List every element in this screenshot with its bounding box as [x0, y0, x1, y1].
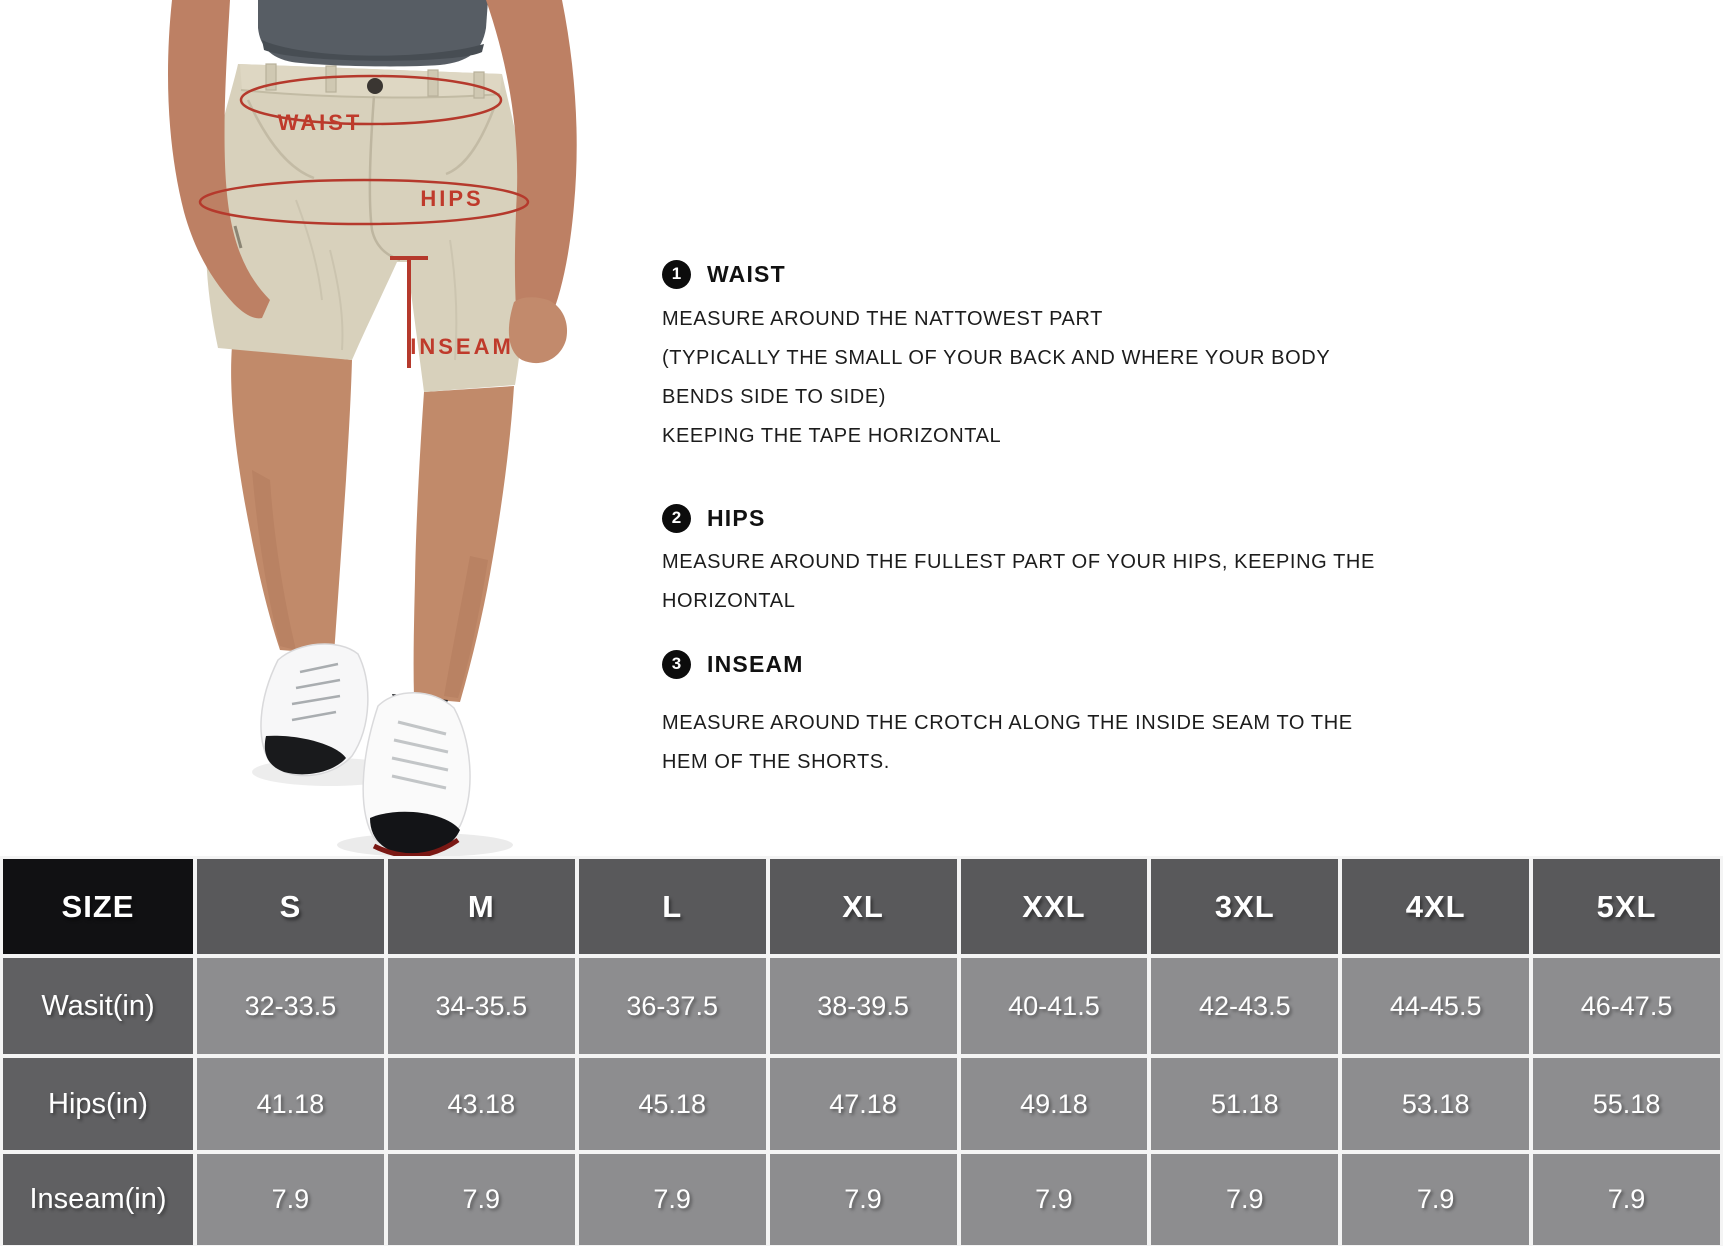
hips-cell: 41.18: [197, 1058, 384, 1150]
section-heading: [662, 259, 1330, 289]
waist-cell: 42-43.5: [1151, 958, 1338, 1054]
waist-cell: 38-39.5: [770, 958, 957, 1054]
instruction-line: MEASURE AROUND THE FULLEST PART OF YOUR HIPS, KEEPING THE: [662, 551, 1375, 573]
instruction-section-inseam: [662, 649, 1353, 782]
waist-cell: 40-41.5: [961, 958, 1148, 1054]
instruction-line: KEEPING THE TAPE HORIZONTAL: [662, 425, 1002, 447]
hips-cell: 49.18: [961, 1058, 1148, 1150]
inseam-cell: 7.9: [1151, 1154, 1338, 1245]
hips-cell: 51.18: [1151, 1058, 1338, 1150]
waist-annotation-label: WAIST: [277, 110, 363, 135]
col-header-4xl: 4XL: [1342, 859, 1529, 954]
section-body: [662, 543, 1375, 621]
row-label-waist: Wasit(in): [3, 958, 193, 1054]
instruction-line: (TYPICALLY THE SMALL OF YOUR BACK AND WHERE YOUR BODY: [662, 347, 1331, 369]
section-heading: [662, 649, 1353, 679]
instruction-line: MEASURE AROUND THE CROTCH ALONG THE INSIDE SEAM TO THE: [662, 712, 1353, 734]
row-label-inseam: Inseam(in): [3, 1154, 193, 1245]
hips-cell: 43.18: [388, 1058, 575, 1150]
hips-cell: 45.18: [579, 1058, 766, 1150]
hips-cell: 53.18: [1342, 1058, 1529, 1150]
inseam-cell: 7.9: [961, 1154, 1148, 1245]
number-2-icon: [662, 504, 691, 533]
col-header-xl: XL: [770, 859, 957, 954]
bullet-number: 1: [671, 264, 682, 283]
bullet-number: 3: [671, 654, 682, 673]
waist-cell: 32-33.5: [197, 958, 384, 1054]
col-header-l: L: [579, 859, 766, 954]
section-body: [662, 704, 1353, 782]
bullet-number: 2: [671, 508, 682, 527]
inseam-cell: 7.9: [197, 1154, 384, 1245]
instruction-section-hips: [662, 503, 1375, 621]
inseam-cell: 7.9: [770, 1154, 957, 1245]
waist-cell: 34-35.5: [388, 958, 575, 1054]
hips-cell: 55.18: [1533, 1058, 1720, 1150]
col-header-xxl: XXL: [961, 859, 1148, 954]
waist-cell: 46-47.5: [1533, 958, 1720, 1054]
section-body: [662, 300, 1330, 456]
col-header-s: S: [197, 859, 384, 954]
instruction-section-waist: [662, 259, 1330, 456]
size-header-cell: SIZE: [3, 859, 193, 954]
section-title: WAIST: [707, 260, 786, 287]
size-chart-table: [0, 856, 1723, 1246]
inseam-cell: 7.9: [1533, 1154, 1720, 1245]
number-3-icon: [662, 650, 691, 679]
section-heading: [662, 503, 1375, 533]
hips-annotation-label: HIPS: [420, 186, 484, 211]
instruction-line: HORIZONTAL: [662, 590, 796, 612]
section-title: HIPS: [707, 504, 766, 531]
col-header-m: M: [388, 859, 575, 954]
waist-cell: 44-45.5: [1342, 958, 1529, 1054]
col-header-5xl: 5XL: [1533, 859, 1720, 954]
inseam-cell: 7.9: [579, 1154, 766, 1245]
waist-cell: 36-37.5: [579, 958, 766, 1054]
instruction-line: MEASURE AROUND THE NATTOWEST PART: [662, 308, 1103, 330]
instruction-line: HEM OF THE SHORTS.: [662, 751, 890, 773]
inseam-cell: 7.9: [388, 1154, 575, 1245]
section-title: INSEAM: [707, 650, 804, 677]
row-label-hips: Hips(in): [3, 1058, 193, 1150]
instruction-line: BENDS SIDE TO SIDE): [662, 386, 887, 408]
inseam-annotation-label: INSEAM: [410, 334, 514, 359]
number-1-icon: [662, 260, 691, 289]
hips-cell: 47.18: [770, 1058, 957, 1150]
col-header-3xl: 3XL: [1151, 859, 1338, 954]
inseam-cell: 7.9: [1342, 1154, 1529, 1245]
